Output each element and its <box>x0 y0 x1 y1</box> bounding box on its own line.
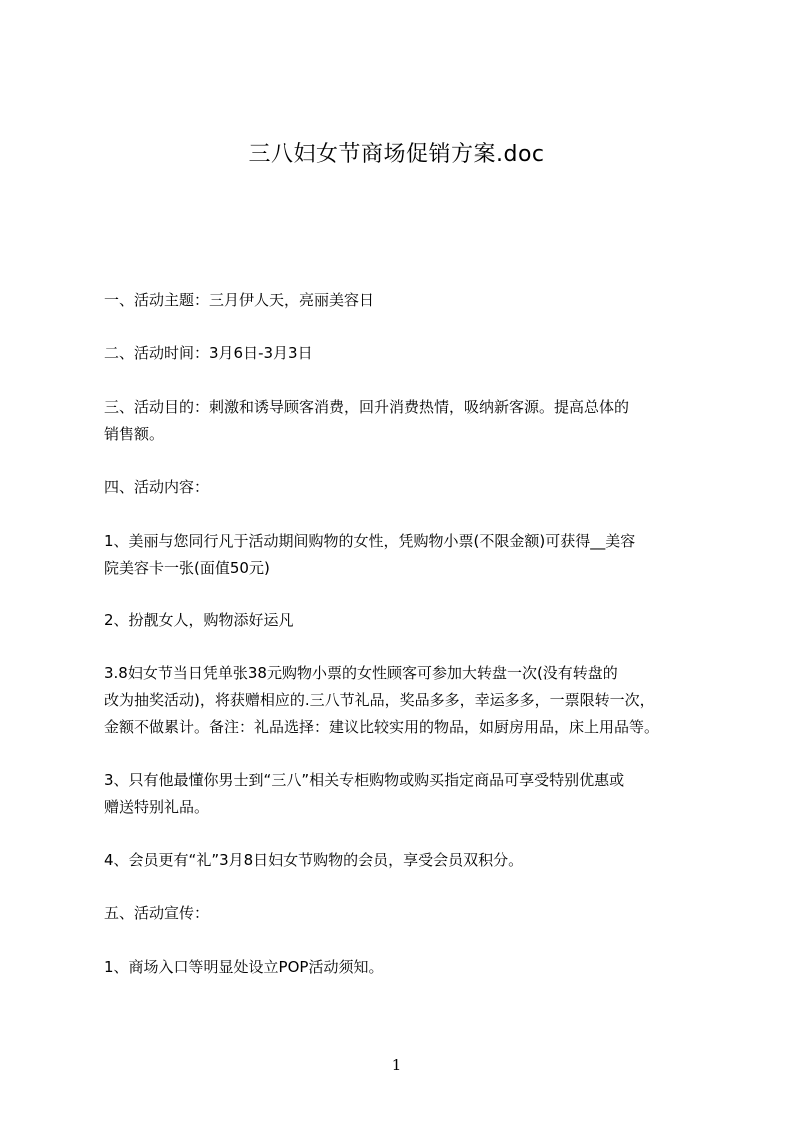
paragraph-line: 二、活动时间：3月6日-3月3日 <box>104 344 313 362</box>
paragraph-content-item-1 <box>104 528 714 582</box>
paragraph-line: 金额不做累计。备注：礼品选择：建议比较实用的物品，如厨房用品，床上用品等。 <box>104 718 660 736</box>
paragraph-line: 三、活动目的：刺激和诱导顾客消费，回升消费热情，吸纳新客源。提高总体的 <box>104 398 630 416</box>
page-number: 1 <box>391 1056 402 1074</box>
paragraph-content-item-3 <box>104 767 714 821</box>
paragraph-activity-purpose <box>104 394 714 448</box>
paragraph-activity-theme <box>104 287 714 314</box>
paragraph-line: 四、活动内容： <box>104 478 210 496</box>
paragraph-line: 1、商场入口等明显处设立POP活动须知。 <box>104 958 384 976</box>
paragraph-line: 改为抽奖活动)，将获赠相应的.三八节礼品，奖品多多，幸运多多，一票限转一次， <box>104 691 655 709</box>
paragraph-line: 院美容卡一张(面值50元) <box>104 559 270 577</box>
paragraph-promotion-heading <box>104 900 714 927</box>
paragraph-content-womens-day <box>104 660 714 741</box>
paragraph-promotion-item-1 <box>104 954 714 981</box>
paragraph-line: 五、活动宣传： <box>104 904 210 922</box>
paragraph-line: 3、只有他最懂你男士到“三八”相关专柜购物或购买指定商品可享受特别优惠或 <box>104 771 625 789</box>
paragraph-line: 2、扮靓女人，购物添好运凡 <box>104 611 294 629</box>
paragraph-line: 1、美丽与您同行凡于活动期间购物的女性，凭购物小票(不限金额)可获得__美容 <box>104 532 636 550</box>
paragraph-content-item-4 <box>104 847 714 874</box>
paragraph-line: 销售额。 <box>104 425 165 443</box>
paragraph-activity-time <box>104 340 714 367</box>
paragraph-content-item-2 <box>104 607 714 634</box>
paragraph-line: 赠送特别礼品。 <box>104 798 210 816</box>
paragraph-line: 一、活动主题：三月伊人天，亮丽美容日 <box>104 291 375 309</box>
document-title: 三八妇女节商场促销方案.doc <box>248 142 545 167</box>
paragraph-activity-content-heading <box>104 474 714 501</box>
paragraph-line: 3.8妇女节当日凭单张38元购物小票的女性顾客可参加大转盘一次(没有转盘的 <box>104 664 618 682</box>
paragraph-line: 4、会员更有“礼”3月8日妇女节购物的会员，享受会员双积分。 <box>104 851 524 869</box>
